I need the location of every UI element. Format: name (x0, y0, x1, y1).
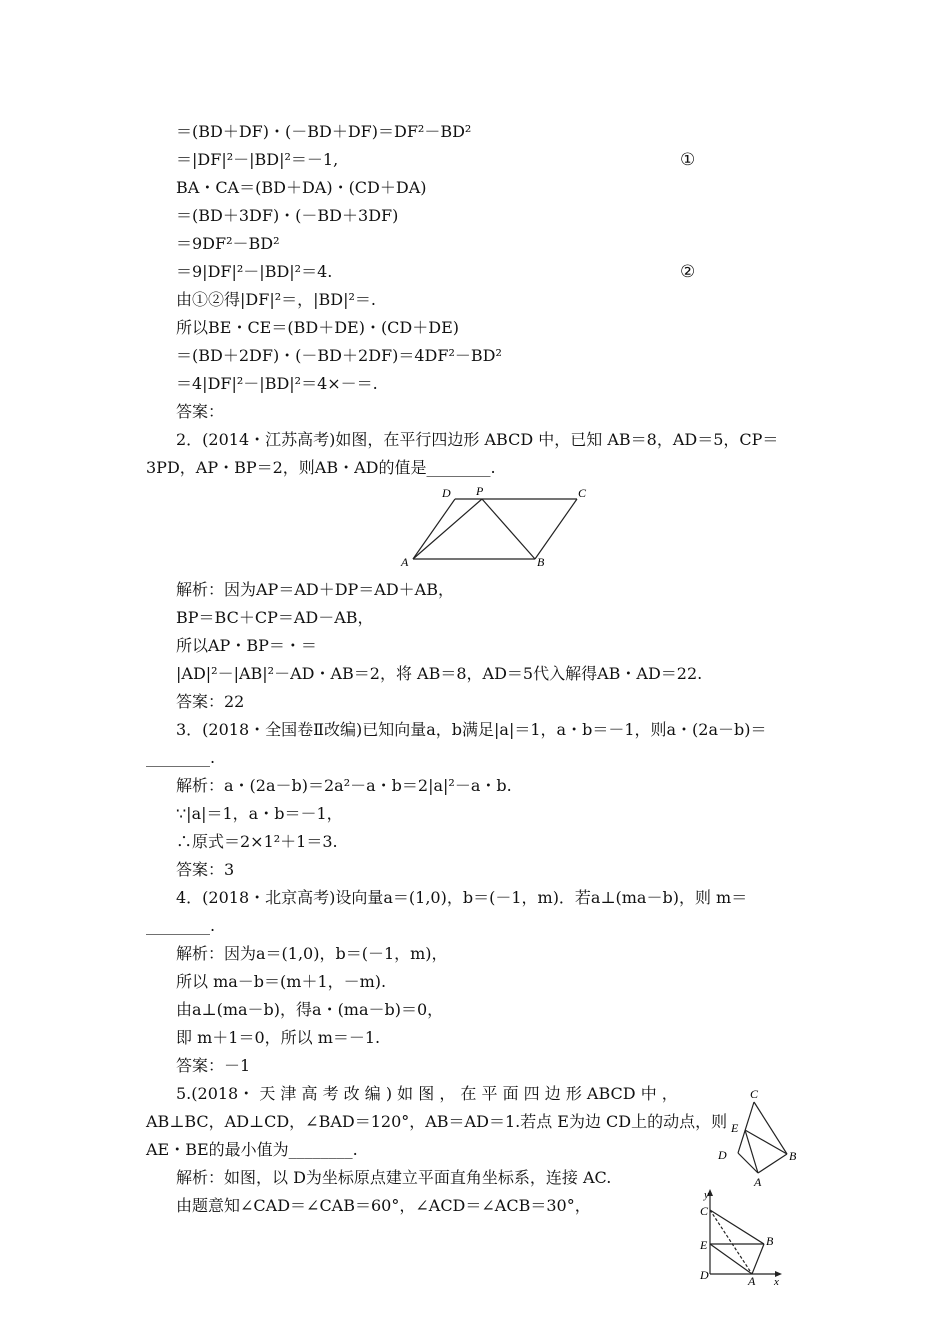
equation-marker-2: ② (680, 262, 696, 282)
derivation-line-1: ＝(BD＋DF)・(－BD＋DF)＝DF²－BD² (176, 122, 472, 141)
q2-stem-line-2: 3PD，AP・BP＝2，则AB・AD的值是________. (146, 458, 496, 477)
q4-answer: 答案：－1 (176, 1056, 251, 1075)
q5-solution-line-2: 由题意知∠CAD＝∠CAB＝60°，∠ACD＝∠ACB＝30°， (176, 1196, 591, 1215)
fig1-label-C: C (750, 1087, 759, 1101)
derivation-line-7: 由①②得|DF|²＝，|BD|²＝. (176, 290, 376, 309)
derivation-line-2: ＝|DF|²－|BD|²＝－1, (176, 150, 339, 169)
q3-solution-line-3: ∴原式＝2×1²＋1＝3. (176, 832, 338, 851)
label-B: B (537, 555, 545, 569)
q2-answer: 答案：22 (176, 692, 245, 711)
coordinate-figure (690, 1186, 800, 1286)
q3-solution-line-2: ∵|a|＝1，a・b＝－1， (176, 804, 343, 823)
fig2-label-D: D (700, 1268, 709, 1282)
q4-solution-line-2: 所以 ma－b＝(m＋1，－m). (176, 972, 387, 991)
label-A: A (401, 555, 409, 569)
q4-stem-line-1: 4．(2018・北京高考)设向量a＝(1,0)，b＝(－1，m)．若a⊥(ma－b)，则 m＝ (176, 888, 748, 907)
label-C: C (578, 486, 587, 500)
q2-stem-line-1: 2．(2014・江苏高考)如图，在平行四边形 ABCD 中，已知 AB＝8，AD＝5，CP＝ (176, 430, 779, 449)
q4-solution-line-3: 由a⊥(ma－b)，得a・(ma－b)＝0， (176, 1000, 444, 1019)
derivation-line-3: BA・CA＝(BD＋DA)・(CD＋DA) (176, 178, 427, 197)
q3-answer: 答案：3 (176, 860, 235, 879)
derivation-line-4: ＝(BD＋3DF)・(－BD＋3DF) (176, 206, 399, 225)
label-D: D (442, 486, 451, 500)
q5-solution-line-1: 解析：如图，以 D为坐标原点建立平面直角坐标系，连接 AC. (176, 1168, 612, 1187)
equation-marker-1: ① (680, 150, 696, 170)
q3-stem-line-2: ________. (146, 748, 216, 767)
q4-solution-line-4: 即 m＋1＝0，所以 m＝－1. (176, 1028, 381, 1047)
q4-stem-line-2: ________. (146, 916, 216, 935)
derivation-line-8: 所以BE・CE＝(BD＋DE)・(CD＋DE) (176, 318, 460, 337)
q3-stem-line-1: 3．(2018・全国卷Ⅱ改编)已知向量a，b满足|a|＝1，a・b＝－1，则a・(2a－b)＝ (176, 720, 767, 739)
derivation-line-9: ＝(BD＋2DF)・(－BD＋2DF)＝4DF²－BD² (176, 346, 502, 365)
fig1-label-A: A (754, 1175, 762, 1189)
derivation-line-6: ＝9|DF|²－|BD|²＝4. (176, 262, 333, 281)
fig1-label-D: D (718, 1148, 727, 1162)
q2-solution-line-3: 所以AP・BP＝・＝ (176, 636, 317, 655)
fig2-label-B: B (766, 1234, 774, 1248)
derivation-line-10: ＝4|DF|²－|BD|²＝4×－＝. (176, 374, 378, 393)
q5-stem-line-1: 5.(2018・ 天 津 高 考 改 编 ) 如 图 ， 在 平 面 四 边 形 ABCD 中 ， (176, 1084, 678, 1103)
q2-solution-line-1: 解析：因为AP＝AD＋DP＝AD＋AB， (176, 580, 454, 599)
fig2-label-A: A (748, 1274, 756, 1286)
q2-solution-line-2: BP＝BC＋CP＝AD－AB， (176, 608, 374, 627)
fig2-label-y: y (704, 1189, 709, 1201)
q2-solution-line-4: |AD|²－|AB|²－AD・AB＝2，将 AB＝8，AD＝5代入解得AB・AD＝22. (176, 664, 703, 683)
q3-solution-line-1: 解析：a・(2a－b)＝2a²－a・b＝2|a|²－a・b. (176, 776, 512, 795)
fig1-label-E: E (731, 1121, 739, 1135)
label-P: P (476, 484, 484, 498)
fig1-label-B: B (789, 1149, 797, 1163)
answer-label-1: 答案： (176, 402, 225, 421)
q4-solution-line-1: 解析：因为a＝(1,0)，b＝(－1，m)， (176, 944, 448, 963)
quadrilateral-figure (710, 1086, 810, 1190)
parallelogram-figure (390, 484, 610, 574)
q5-stem-line-3: AE・BE的最小值为________. (146, 1140, 358, 1159)
q5-stem-line-2: AB⊥BC，AD⊥CD，∠BAD＝120°，AB＝AD＝1.若点 E为边 CD上的动点，则 (146, 1112, 728, 1131)
fig2-label-x: x (774, 1276, 779, 1286)
derivation-line-5: ＝9DF²－BD² (176, 234, 280, 253)
fig2-label-E: E (700, 1238, 708, 1252)
fig2-label-C: C (700, 1204, 709, 1218)
